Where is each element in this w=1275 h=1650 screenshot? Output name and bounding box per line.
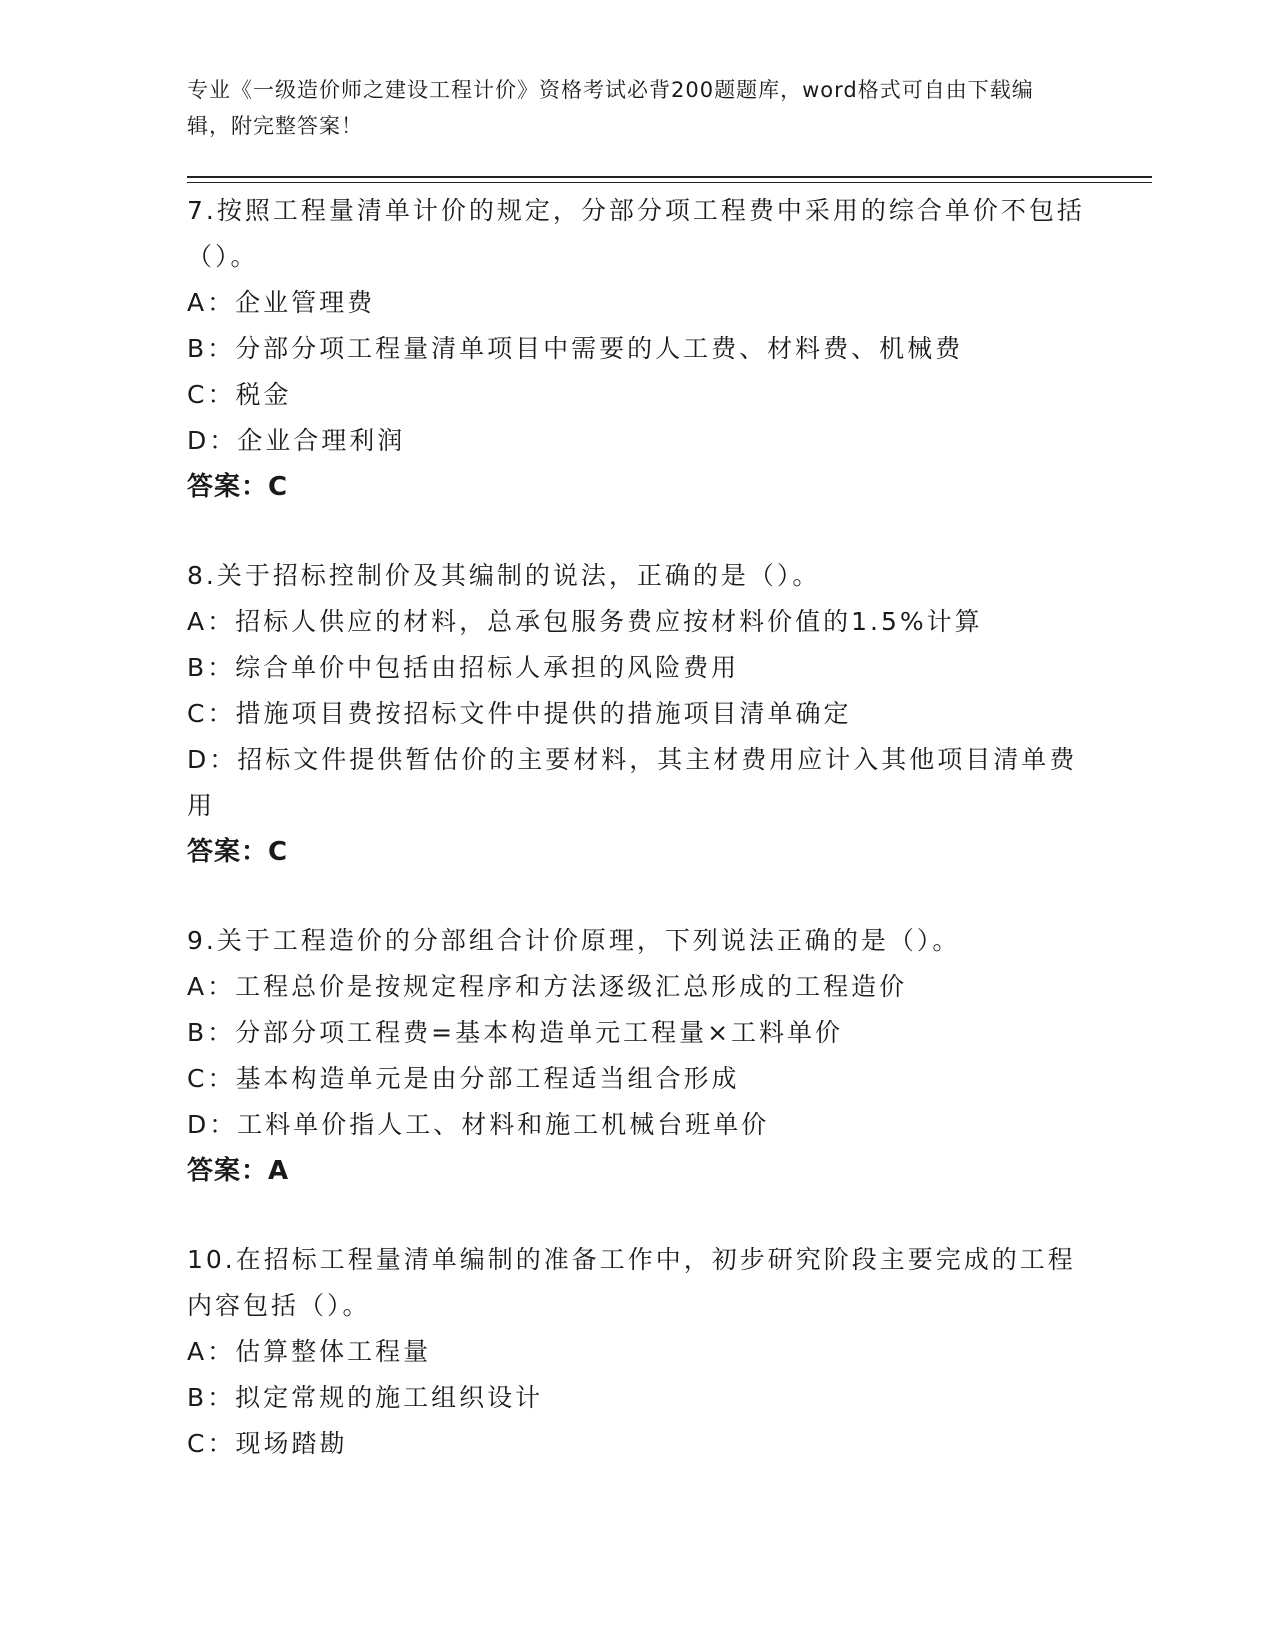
- question-8: [187, 553, 1087, 875]
- option-b: B：分部分项工程费=基本构造单元工程量×工料单价: [187, 1018, 844, 1047]
- option-c: C：税金: [187, 380, 292, 409]
- answer: 答案：A: [187, 1156, 290, 1186]
- option-a: A：工程总价是按规定程序和方法逐级汇总形成的工程造价: [187, 972, 908, 1001]
- option-c: C：基本构造单元是由分部工程适当组合形成: [187, 1064, 740, 1093]
- option-c: C：现场踏勘: [187, 1429, 348, 1458]
- answer: 答案：C: [187, 472, 289, 502]
- option-d: D：工料单价指人工、材料和施工机械台班单价: [187, 1110, 770, 1139]
- question-9: [187, 918, 1087, 1194]
- option-d: D：招标文件提供暂估价的主要材料，其主材费用应计入其他项目清单费用: [187, 745, 1078, 820]
- question-7: [187, 188, 1087, 510]
- question-stem: 8.关于招标控制价及其编制的说法，正确的是（）。: [187, 561, 821, 590]
- question-stem: 7.按照工程量清单计价的规定，分部分项工程费中采用的综合单价不包括（）。: [187, 196, 1085, 271]
- header-divider: [187, 176, 1152, 178]
- header-divider-thin: [187, 182, 1152, 183]
- option-a: A：企业管理费: [187, 288, 376, 317]
- option-a: A：招标人供应的材料，总承包服务费应按材料价值的1.5%计算: [187, 607, 983, 636]
- question-10: [187, 1237, 1087, 1467]
- option-b: B：综合单价中包括由招标人承担的风险费用: [187, 653, 740, 682]
- document-header: 专业《一级造价师之建设工程计价》资格考试必背200题题库，word格式可自由下载编辑，附完整答案！: [187, 78, 1034, 138]
- answer: 答案：C: [187, 837, 289, 867]
- option-c: C：措施项目费按招标文件中提供的措施项目清单确定: [187, 699, 852, 728]
- question-stem: 10.在招标工程量清单编制的准备工作中，初步研究阶段主要完成的工程内容包括（）。: [187, 1245, 1076, 1320]
- option-d: D：企业合理利润: [187, 426, 406, 455]
- option-b: B：拟定常规的施工组织设计: [187, 1383, 544, 1412]
- option-b: B：分部分项工程量清单项目中需要的人工费、材料费、机械费: [187, 334, 964, 363]
- question-stem: 9.关于工程造价的分部组合计价原理，下列说法正确的是（）。: [187, 926, 961, 955]
- option-a: A：估算整体工程量: [187, 1337, 432, 1366]
